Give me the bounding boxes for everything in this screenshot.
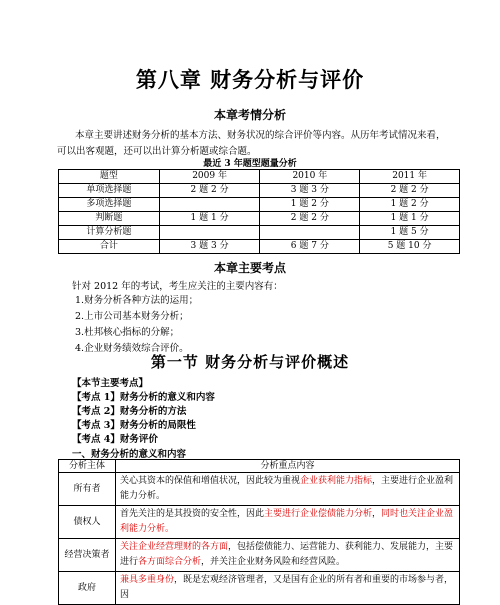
content-cell [116,473,460,506]
table-row [59,226,460,240]
table-cell: 合计 [59,240,160,254]
highlight-text: 企业获利能力指标 [300,476,373,486]
list-item: 【考点 2】财务分析的方法 [72,406,187,417]
table-row [59,539,460,572]
table-cell: 3 题 3 分 [260,184,360,198]
highlight-text: 主要进行企业偿债能力分析 [264,509,373,519]
table-row [59,473,460,506]
table-cell: 2 题 2 分 [360,184,460,198]
table-header-cell: 2009 年 [159,170,260,184]
table-header-cell: 2010 年 [260,170,360,184]
highlight-text: 兼具多重身份 [120,575,175,585]
table-header-row [59,460,460,473]
table-cell [159,226,260,240]
subject-cell: 债权人 [59,506,116,539]
list-item: 【考点 3】财务分析的局限性 [72,420,196,431]
section-title: 第一节 财务分析与评价概述 [150,353,350,371]
table-header-row [59,170,460,184]
table-cell: 1 题 1 分 [360,212,460,226]
list-item: 【本节主要考点】 [72,378,149,389]
table-cell: 多项选择题 [59,198,160,212]
chapter-title: 第八章 财务分析与评价 [135,67,365,92]
highlight-text: 同时也关注企业盈利能力分析。 [120,509,454,534]
content-cell [116,506,460,539]
key-points-list [75,293,198,357]
table-header-cell: 分析重点内容 [116,460,460,473]
exam-heading: 本章考情分析 [213,108,286,122]
list-item: 2.上市公司基本财务分析； [75,311,189,322]
list-item: 1.财务分析各种方法的运用； [75,295,199,306]
list-item: 3.杜邦核心指标的分解； [75,327,180,338]
body-text: ，主要进行企业盈利能力分析。 [120,476,454,501]
table-row [59,184,460,198]
content-cell [116,572,460,605]
key-intro: 针对 2012 年的考试，考生应关注的主要内容有： [72,281,283,292]
highlight-text: 各方面综合分析 [138,557,202,567]
table-cell: 1 题 2 分 [260,198,360,212]
intro-paragraph: 本章主要讲述财务分析的基本方法、财务状况的综合评价等内容。从历年考试情况来看，可以出客观题，还可以出计算分析题或综合题。 [57,130,446,157]
table-cell [159,198,260,212]
table-cell: 判断题 [59,212,160,226]
body-text: 关心其资本的保值和增值状况，因此较为重视 [120,476,301,486]
table-cell: 2 题 2 分 [159,184,260,198]
analysis-subject-table [58,459,460,605]
table-header-cell: 题型 [59,170,160,184]
table-header-cell: 分析主体 [59,460,116,473]
key-heading: 本章主要考点 [213,261,286,275]
table-title: 最近 3 年题型题量分析 [203,159,297,169]
table-cell: 1 题 2 分 [360,198,460,212]
table-cell: 6 题 7 分 [260,240,360,254]
table-row [59,198,460,212]
table-cell: 计算分析题 [59,226,160,240]
table-cell: 1 题 1 分 [159,212,260,226]
table-row [59,212,460,226]
list-item: 【考点 4】财务评价 [72,434,158,445]
body-text: 首先关注的是其投资的安全性，因此 [120,509,265,519]
highlight-text: 关注企业经营理财的各方面 [120,542,229,552]
list-item: 4.企业财务绩效综合评价。 [75,343,189,354]
section-points-list [72,377,215,447]
body-text: ，包括偿债能力、运营能力、获利能力、发展能力，主要进行 [120,542,454,567]
list-item: 【考点 1】财务分析的意义和内容 [72,392,215,403]
content-cell [116,539,460,572]
table-cell: 3 题 3 分 [159,240,260,254]
sub-heading: 一、财务分析的意义和内容 [72,449,187,460]
body-text: ，既是宏观经济管理者，又是国有企业的所有者和重要的市场参与者，因 [120,575,454,600]
table-row [59,506,460,539]
subject-cell: 政府 [59,572,116,605]
table-cell [260,226,360,240]
body-text: ， [372,509,382,519]
subject-cell: 所有者 [59,473,116,506]
table-header-cell: 2011 年 [360,170,460,184]
subject-cell: 经营决策者 [59,539,116,572]
question-type-table [58,169,460,254]
body-text: ，并关注企业财务风险和经营风险。 [201,557,346,567]
table-cell: 单项选择题 [59,184,160,198]
table-row [59,240,460,254]
table-cell: 2 题 2 分 [260,212,360,226]
table-row [59,572,460,605]
table-cell: 1 题 5 分 [360,226,460,240]
table-cell: 5 题 10 分 [360,240,460,254]
